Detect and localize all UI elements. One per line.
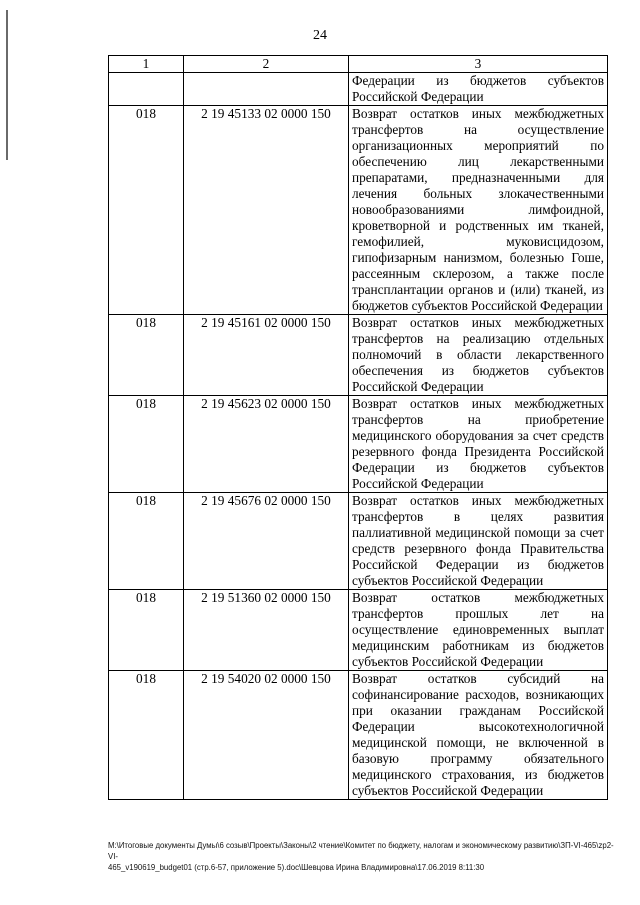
description-cell: Федерации из бюджетов субъектов Российской Федерации	[349, 73, 608, 106]
budget-code-cell: 2 19 51360 02 0000 150	[184, 590, 349, 671]
admin-code-cell: 018	[109, 671, 184, 800]
description-cell: Возврат остатков межбюджетных трансфертов прошлых лет на осуществление единовременных выплат медицинским работникам из бюджетов субъектов Российской Федерации	[349, 590, 608, 671]
budget-code-cell: 2 19 45161 02 0000 150	[184, 315, 349, 396]
file-path-footer	[108, 840, 618, 873]
admin-code-cell: 018	[109, 396, 184, 493]
table-header-row	[109, 56, 608, 73]
description-cell: Возврат остатков иных межбюджетных трансфертов в целях развития паллиативной медицинской помощи за счет средств резервного фонда Правительства Российской Федерации из бюджетов субъектов Российской Федерации	[349, 493, 608, 590]
table-row	[109, 315, 608, 396]
admin-code-cell: 018	[109, 590, 184, 671]
footer-line-1: M:\Итоговые документы Думы\6 созыв\Проекты\Законы\2 чтение\Комитет по бюджету, налогам и экономическому развитию\ЗП-VI-465\zp2-VI-	[108, 841, 614, 861]
table-row	[109, 106, 608, 315]
table-row	[109, 396, 608, 493]
page-number: 24	[313, 28, 327, 43]
column-header-2: 2	[184, 56, 349, 73]
column-header-1: 1	[109, 56, 184, 73]
table-row	[109, 590, 608, 671]
budget-code-cell: 2 19 54020 02 0000 150	[184, 671, 349, 800]
description-cell: Возврат остатков иных межбюджетных трансфертов на реализацию отдельных полномочий в области лекарственного обеспечения из бюджетов субъектов Российской Федерации	[349, 315, 608, 396]
admin-code-cell: 018	[109, 315, 184, 396]
budget-code-cell: 2 19 45676 02 0000 150	[184, 493, 349, 590]
table-row	[109, 73, 608, 106]
footer-line-2: 465_v190619_budget01 (стр.6-57, приложение 5).doc\Шевцова Ирина Владимировна\17.06.2019 8:11:30	[108, 863, 485, 872]
budget-code-cell: 2 19 45133 02 0000 150	[184, 106, 349, 315]
description-cell: Возврат остатков иных межбюджетных трансфертов на осуществление организационных мероприятий по обеспечению лиц лекарственными препаратами, предназначенными для лечения больных злокачественными новообразованиями лимфоидной, кроветворной и родственных им тканей, гемофилией, муковисцидозом, гипофизарным нанизмом, болезнью Гоше, рассеянным склерозом, а также после трансплантации органов и (или) тканей, из бюджетов субъектов Российской Федерации	[349, 106, 608, 315]
table-row	[109, 493, 608, 590]
description-cell: Возврат остатков иных межбюджетных трансфертов на приобретение медицинского оборудования за счет средств резервного фонда Президента Российской Федерации из бюджетов субъектов Российской Федерации	[349, 396, 608, 493]
budget-table	[108, 55, 608, 800]
budget-code-cell: 2 19 45623 02 0000 150	[184, 396, 349, 493]
description-cell: Возврат остатков субсидий на софинансирование расходов, возникающих при оказании гражданам Российской Федерации высокотехнологичной медицинской помощи, не включенной в базовую программу обязательного медицинского страхования, из бюджетов субъектов Российской Федерации	[349, 671, 608, 800]
admin-code-cell	[109, 73, 184, 106]
admin-code-cell: 018	[109, 493, 184, 590]
table-row	[109, 671, 608, 800]
budget-code-cell	[184, 73, 349, 106]
admin-code-cell: 018	[109, 106, 184, 315]
column-header-3: 3	[349, 56, 608, 73]
